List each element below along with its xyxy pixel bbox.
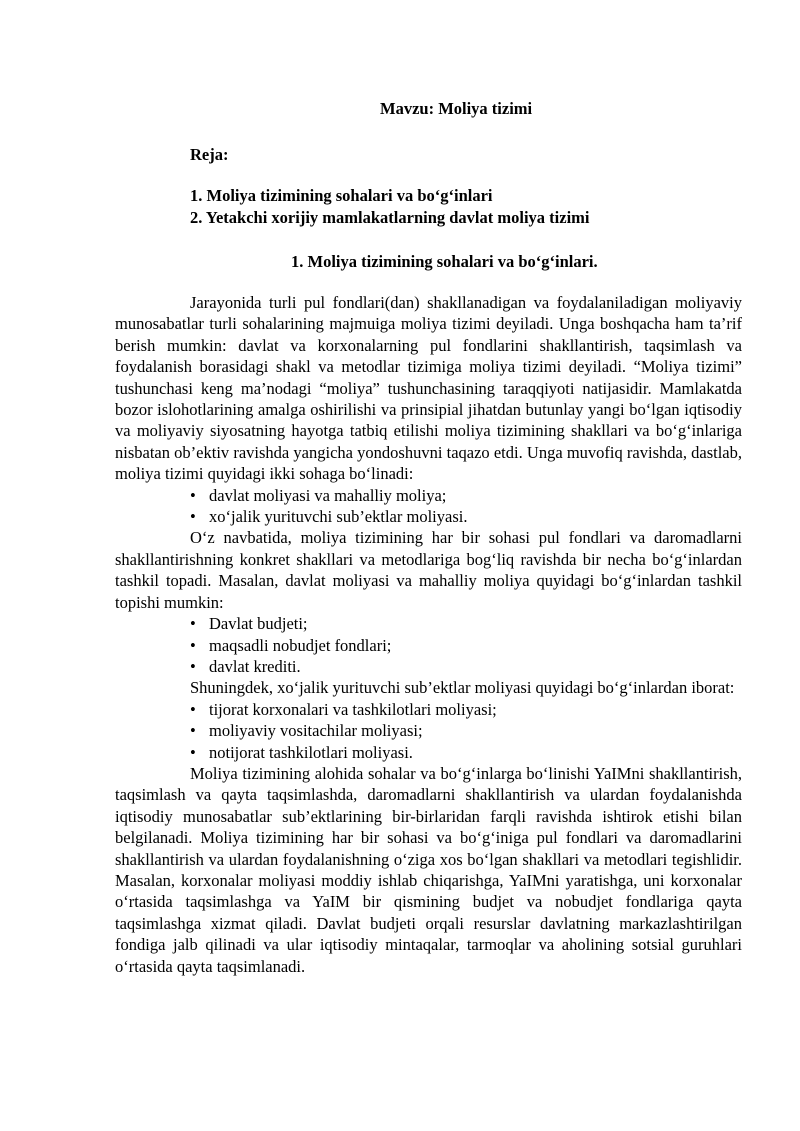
list-item-text: notijorat tashkilotlari moliyasi. [209, 742, 413, 762]
bullet-list [115, 485, 742, 528]
list-item [190, 506, 742, 527]
list-item [190, 720, 742, 741]
plan-item: 2. Yetakchi xorijiy mamlakatlarning davlat moliya tizimi [190, 208, 590, 227]
section-heading: 1. Moliya tizimining sohalari va bo‘g‘inlari. [291, 252, 598, 271]
list-item [190, 699, 742, 720]
list-item [190, 613, 742, 634]
list-item-text: davlat moliyasi va mahalliy moliya; [209, 485, 447, 505]
plan-heading: Reja: [190, 145, 229, 164]
list-item-text: xo‘jalik yurituvchi sub’ektlar moliyasi. [209, 507, 468, 527]
bullet-icon: • [190, 507, 196, 527]
paragraph: Moliya tizimining alohida sohalar va bo‘g‘inlarga bo‘linishi YaIMni shakllantirish, taqsimlash va qayta taqsimlashda, daromadlarni shakllantirish va ulardan foydalanishda iqtisodiy munosabatlar sub’ektlarining bir-birlaridan farqli ravishda ishtirok etishi bilan belgilanadi. Moliya tizimining har bir sohasi va bo‘g‘iniga pul fondlari va daromadlarini shakllantirish va ulardan foydalanishning o‘ziga xos bo‘lgan shakllari va metodlari tegishlidir. Masalan, korxonalar moliyasi moddiy ishlab chiqarishga, YaIMni yaratishga, uni korxonalar o‘rtasida taqsimlashga va YaIM bir qismining budjet va nobudjet fondlariga qayta taqsimlashga xizmat qiladi. Davlat budjeti orqali resurslar davlatning markazlashtirilgan fondiga jalb qilinadi va ular iqtisodiy mintaqalar, tarmoqlar va aholining sotsial guruhlari o‘rtasida qayta taqsimlanadi. [115, 763, 742, 976]
list-item [190, 635, 742, 656]
bullet-list [115, 613, 742, 677]
bullet-list [115, 699, 742, 763]
bullet-icon: • [190, 742, 196, 762]
list-item-text: maqsadli nobudjet fondlari; [209, 635, 392, 655]
bullet-icon: • [190, 699, 196, 719]
paragraph: Shuningdek, xo‘jalik yurituvchi sub’ektlar moliyasi quyidagi bo‘g‘inlardan iborat: [190, 678, 735, 698]
list-item-text: moliyaviy vositachilar moliyasi; [209, 721, 423, 741]
plan-item: 1. Moliya tizimining sohalari va bo‘g‘inlari [190, 186, 493, 205]
list-item [190, 742, 742, 763]
document-body [115, 292, 742, 977]
bullet-icon: • [190, 614, 196, 634]
bullet-icon: • [190, 485, 196, 505]
document-title: Mavzu: Moliya tizimi [380, 99, 533, 118]
paragraph: O‘z navbatida, moliya tizimining har bir sohasi pul fondlari va daromadlarni shakllantirishning konkret shakllari va metodlariga bog‘liq ravishda bir necha bo‘g‘inlardan tashkil topadi. Masalan, davlat moliyasi va mahalliy moliya quyidagi bo‘g‘inlardan tashkil topishi mumkin: [115, 528, 742, 612]
bullet-icon: • [190, 635, 196, 655]
list-item-text: tijorat korxonalari va tashkilotlari moliyasi; [209, 699, 497, 719]
list-item-text: Davlat budjeti; [209, 614, 308, 634]
plan-list [190, 185, 590, 229]
list-item [190, 485, 742, 506]
paragraph: Jarayonida turli pul fondlari(dan) shakllanadigan va foydalaniladigan moliyaviy munosabatlar turli sohalarining majmuiga moliya tizimi deyiladi. Unga boshqacha ham ta’rif berish mumkin: davlat va korxonalarning pul fondlarini shakllantirish, taqsimlash va foydalanish borasidagi shakl va metodlar tizimiga moliya tizimi deyiladi. “Moliya tizimi” tushunchasi keng ma’nodagi “moliya” tushunchasining taraqqiyoti natijasidir. Mamlakatda bozor islohotlarining amalga oshirilishi va prinsipial jihatdan butunlay yangi bo‘lgan iqtisodiy va moliyaviy siyosatning hayotga tatbiq etilishi moliya tizimining shakllari va bo‘g‘inlariga nisbatan ob’ektiv ravishda yangicha yondoshuvni taqazo etdi. Unga muvofiq ravishda, dastlab, moliya tizimi quyidagi ikki sohaga bo‘linadi: [115, 293, 742, 484]
bullet-icon: • [190, 656, 196, 676]
bullet-icon: • [190, 721, 196, 741]
list-item [190, 656, 742, 677]
list-item-text: davlat krediti. [209, 656, 301, 676]
